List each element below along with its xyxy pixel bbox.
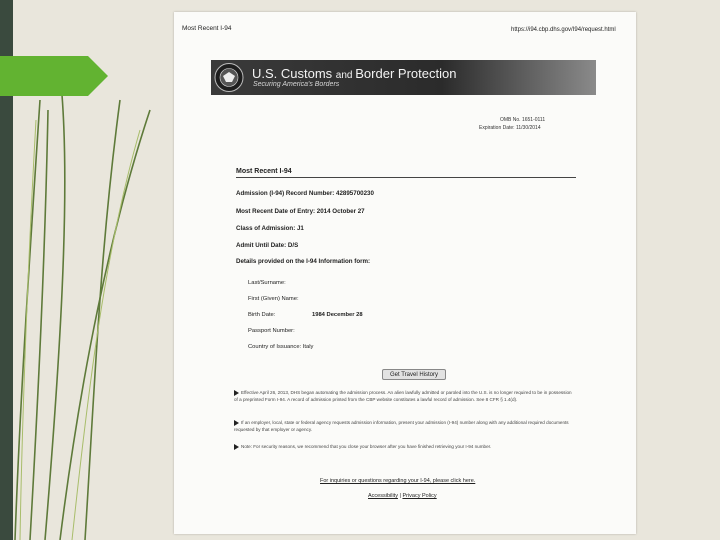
omb-number: OMB No. 1651-0111: [500, 117, 546, 123]
privacy-policy-link[interactable]: Privacy Policy: [402, 493, 437, 499]
last-name-label: Last/Surname:: [248, 280, 286, 286]
footer-links: [368, 493, 437, 499]
class-of-admission: Class of Admission: J1: [236, 225, 304, 232]
record-number: Admission (I-94) Record Number: 42895700230: [236, 190, 374, 197]
bullet-arrow-icon: [234, 420, 239, 426]
passport-number-label: Passport Number:: [248, 328, 295, 334]
admit-until-date: Admit Until Date: D/S: [236, 242, 299, 249]
details-label: Details provided on the I-94 Information form:: [236, 258, 371, 265]
section-divider: [236, 177, 576, 178]
print-header-url: https://i94.cbp.dhs.gov/I94/request.html: [511, 27, 616, 33]
inquiries-link[interactable]: For inquiries or questions regarding your I-94, please click here.: [320, 478, 476, 484]
note-automation: Effective April 26, 2013, DHS began automating the admission process. An alien lawfully admitted or paroled into the U.S. is no longer required to be in possession of a preprinted Form I-94. A record of admission printed from the CBP website constitutes a lawful record of admission. See 8 CFR § 1.4(d).: [234, 390, 572, 402]
cbp-banner: [211, 60, 596, 95]
bullet-arrow-icon: [234, 390, 239, 396]
bullet-arrow-icon: [234, 444, 239, 450]
get-travel-history-button[interactable]: Get Travel History: [382, 369, 446, 380]
scanned-i94-document: [174, 12, 636, 534]
entry-date: Most Recent Date of Entry: 2014 October 27: [236, 208, 365, 215]
dhs-seal-icon: [214, 62, 244, 93]
note-security: Note: For security reasons, we recommend that you close your browser after you have finished retrieving your I-94 number.: [234, 444, 574, 451]
banner-subtitle: Securing America's Borders: [253, 81, 340, 88]
country-of-issuance: Country of Issuance: Italy: [248, 344, 314, 350]
accessibility-link[interactable]: Accessibility: [368, 493, 398, 499]
birth-date-value: 1984 December 28: [312, 312, 363, 318]
birth-date-label: Birth Date:: [248, 312, 276, 318]
green-arrow-shape: [0, 56, 110, 96]
first-name-label: First (Given) Name:: [248, 296, 299, 302]
note-employer: If an employer, local, state or federal agency requests admission information, present your admission (I-94) number along with any additional required documents requested by that employer or agency.: [234, 420, 569, 432]
expiration-date: Expiration Date: 11/30/2014: [479, 125, 541, 131]
section-title: Most Recent I-94: [236, 168, 292, 175]
print-header-title: Most Recent I-94: [182, 25, 232, 32]
footer-separator: |: [399, 493, 401, 499]
banner-title: U.S. Customs and Border Protection: [252, 66, 457, 81]
